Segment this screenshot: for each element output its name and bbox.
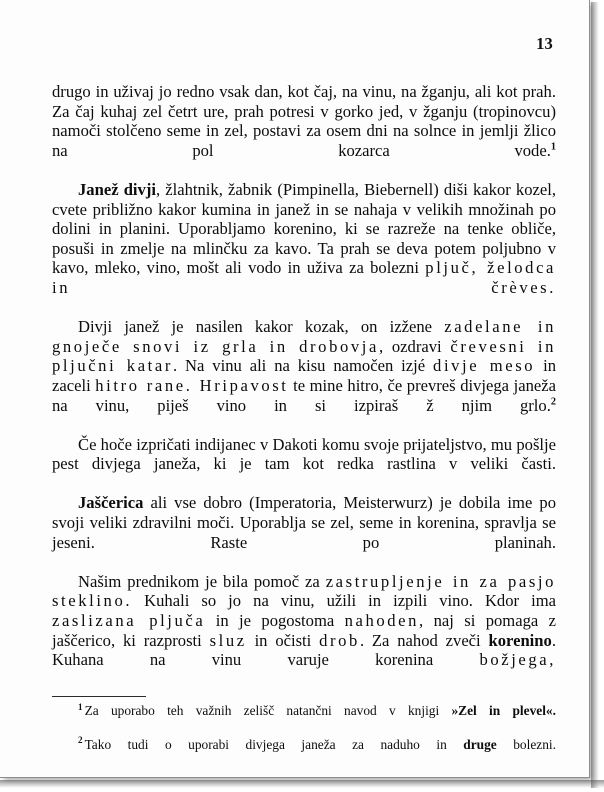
- emphasis-bozjega: božjega,: [479, 650, 556, 670]
- paragraph-3: [52, 317, 556, 435]
- paragraph-2: [52, 180, 556, 317]
- paragraph-3-text-e: te mine hitro, če prevreš divjega janeža na vinu, piješ vino in si izpiraš ž njim grlo.: [52, 375, 556, 415]
- paragraph-4: [52, 435, 556, 494]
- emphasis-zadelane-gnojece-snovi: zadelane in gnoječe snovi iz grla in drobovja: [52, 317, 556, 356]
- emphasis-divje-meso: divje meso: [433, 356, 536, 376]
- emphasis-sluz: sluz: [209, 630, 247, 650]
- emphasis-crevesni-pljucni-katar: črevesni in pljučni katar: [52, 336, 556, 376]
- paragraph-6-text-f: . Za nahod zveči: [359, 630, 489, 650]
- footnote-2-marker: 2: [78, 735, 83, 746]
- footnote-marker-2: 2: [550, 395, 556, 407]
- footnotes-block: [52, 703, 556, 769]
- emphasis-drob: drob: [319, 630, 360, 650]
- page-shadow-bottom: [0, 780, 604, 788]
- page-content: [52, 34, 556, 770]
- emphasis-zastrupljenje-pasja-steklina: zastrupljenje in za pasjo steklino.: [52, 571, 557, 611]
- footnote-1: [52, 703, 556, 735]
- body-text-block: [52, 82, 556, 689]
- paragraph-6-text-c: in je pogostoma: [205, 611, 345, 631]
- footnote-separator-rule: [52, 696, 146, 697]
- paragraph-5: [52, 493, 556, 571]
- paragraph-4-text: Če hoče izpričati indijanec v Dakoti komu svoje prijateljstvo, mu pošlje pest divjega janeža, ki je tam kot redka rastlina v veliki časti.: [52, 434, 556, 474]
- emphasis-nahoden: nahoden: [344, 611, 420, 631]
- emphasis-zaslizana-pljuca: zaslizana pljuča: [52, 611, 206, 631]
- paragraph-3-text-a: Divji janež je nasilen kakor kozak, on izžene: [78, 317, 445, 337]
- emphasis-pljuc-zelodca-creves: pljuč, želodca in črèves.: [52, 258, 557, 297]
- paragraph-6-text-b: Kuhali so jo na vinu, užili in izpili vino. Kdor ima: [132, 591, 556, 611]
- footnote-marker-1: 1: [550, 141, 556, 153]
- paragraph-6-text-d: , naj si pomaga z jaščerico, ki razprosti: [52, 611, 556, 650]
- footnote-2-text-b: bolezni.: [496, 736, 556, 752]
- footnote-2-emphasis-druge: druge: [463, 736, 497, 752]
- footnote-1-book-title: »Zel in plevel«.: [451, 703, 556, 719]
- paragraph-1: [52, 82, 556, 180]
- paragraph-6: [52, 572, 556, 690]
- paragraph-1-text: drugo in uživaj jo redno vsak dan, kot čaj, na vinu, na žganju, ali kot prah. Za čaj kuhaj zel četrt ure, prah potresi v gorko jed, v žganju (tropinovcu) namoči stolčeno seme in zel, postavi za osem dni na solnce in jemlji žlico na pol kozarca vode.: [52, 82, 556, 160]
- term-jascerica: Jaščerica: [78, 493, 144, 513]
- paragraph-5-text: ali vse dobro (Imperatoria, Meisterwurz) je dobila ime po svoji veliki zdravilni moči. Uporablja se zel, seme in korenina, spravlja se jeseni. Raste po planinah.: [52, 493, 556, 552]
- emphasis-hitro-rane-hripavost: hitro rane. Hripavost: [95, 375, 289, 395]
- paragraph-6-text-g: . Kuhana na vinu varuje korenina: [52, 630, 556, 670]
- term-korenino: korenino: [488, 630, 552, 650]
- paragraph-6-text-e: in očisti: [246, 630, 320, 650]
- footnote-2-text-a: Tako tudi o uporabi divjega janeža za naduho in: [84, 736, 464, 752]
- paragraph-3-text-d: in zaceli: [52, 356, 556, 395]
- term-janez-divji: Janež divji: [78, 179, 156, 199]
- footnote-2: [52, 737, 556, 769]
- paragraph-3-text-c: . Na vinu ali na kisu namočen izjé: [172, 356, 434, 376]
- footnote-1-text: Za uporabo teh važnih zelišč natančni navod v knjigi: [84, 703, 452, 719]
- paragraph-6-text-a: Našim prednikom je bila pomoč za: [78, 571, 326, 591]
- paragraph-2-text: , žlahtnik, žabnik (Pimpinella, Biebernell) diši kakor kozel, cvete približno kakor kumina in janež in se nahaja v velikih množinah po dolini in planini. Uporabljamo korenino, ki se razreže na tenke obliče, posuši in zmelje na mlinčku za kavo. Ta prah se deva potem poljubno v kavo, mleko, vino, mošt ali vodo in uživa za bolezni: [52, 179, 556, 278]
- paragraph-3-text-b: , ozdravi: [378, 336, 451, 356]
- footnote-1-marker: 1: [78, 701, 83, 712]
- page-number: 13: [536, 34, 553, 53]
- page-shadow-right: [591, 2, 599, 788]
